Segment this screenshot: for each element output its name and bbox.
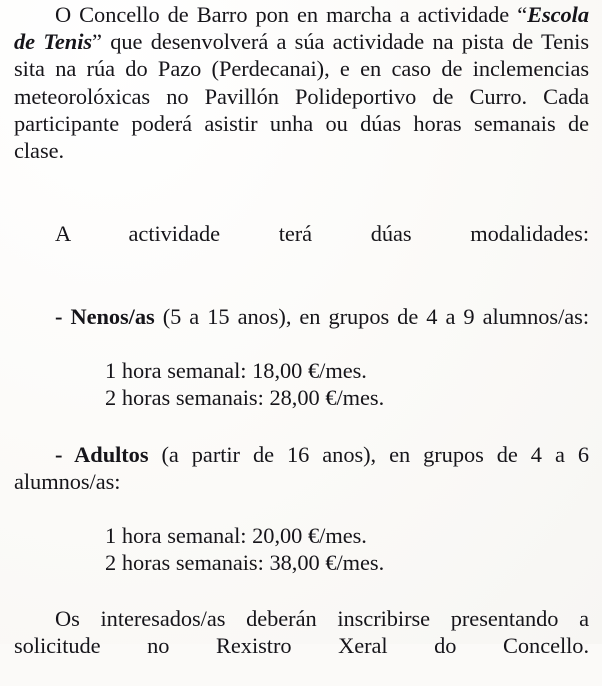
document-body: [14, 1, 589, 686]
paragraph-spacer-2: [14, 275, 589, 303]
closing-quote: ”: [92, 29, 102, 55]
adults-section-paragraph: [14, 441, 589, 523]
intro-paragraph: [14, 1, 589, 191]
activity-title: Escola de Tenis: [14, 2, 589, 55]
children-price-two-hours: 2 horas semanais: 28,00 €/mes.: [105, 385, 385, 411]
children-section-description: (5 a 15 anos), en grupos de 4 a 9 alumnos/as:: [154, 303, 589, 329]
adults-price-one-hour: 1 hora semanal: 20,00 €/mes.: [105, 523, 367, 549]
adults-price-two-hours: 2 horas semanais: 38,00 €/mes.: [105, 550, 385, 576]
adults-section-description: (a partir de 16 anos), en grupos de 4 a 6 alumnos/as:: [14, 441, 589, 494]
opening-quote: “: [517, 2, 528, 27]
intro-text-after-title: que desenvolverá a súa actividade na pista de Tenis sita na rúa do Pazo (Perdecanai), e en caso de inclemencias meteorolóxicas no Pavillón Polideportivo de Curro. Cada participante poderá asistir unha ou dúas horas semanais de clase.: [14, 29, 589, 164]
modalities-intro-paragraph: A actividade terá dúas modalidades:: [55, 221, 589, 247]
paragraph-spacer-4: [14, 577, 589, 605]
children-bullet-marker: -: [55, 303, 71, 329]
children-section-label: Nenos/as: [70, 303, 155, 329]
intro-text-before-title: O Concello de Barro pon en marcha a actividade: [55, 2, 518, 27]
children-price-one-hour: 1 hora semanal: 18,00 €/mes.: [105, 358, 367, 384]
children-section-paragraph: [14, 303, 589, 357]
paragraph-spacer-3: [14, 412, 589, 441]
registration-paragraph: Os interesados/as deberán inscribirse presentando a solicitude no Rexistro Xeral do Concello.: [14, 605, 589, 658]
paragraph-spacer-1: [14, 191, 589, 220]
adults-section-label: Adultos: [74, 441, 149, 467]
adults-bullet-marker: -: [55, 441, 75, 467]
